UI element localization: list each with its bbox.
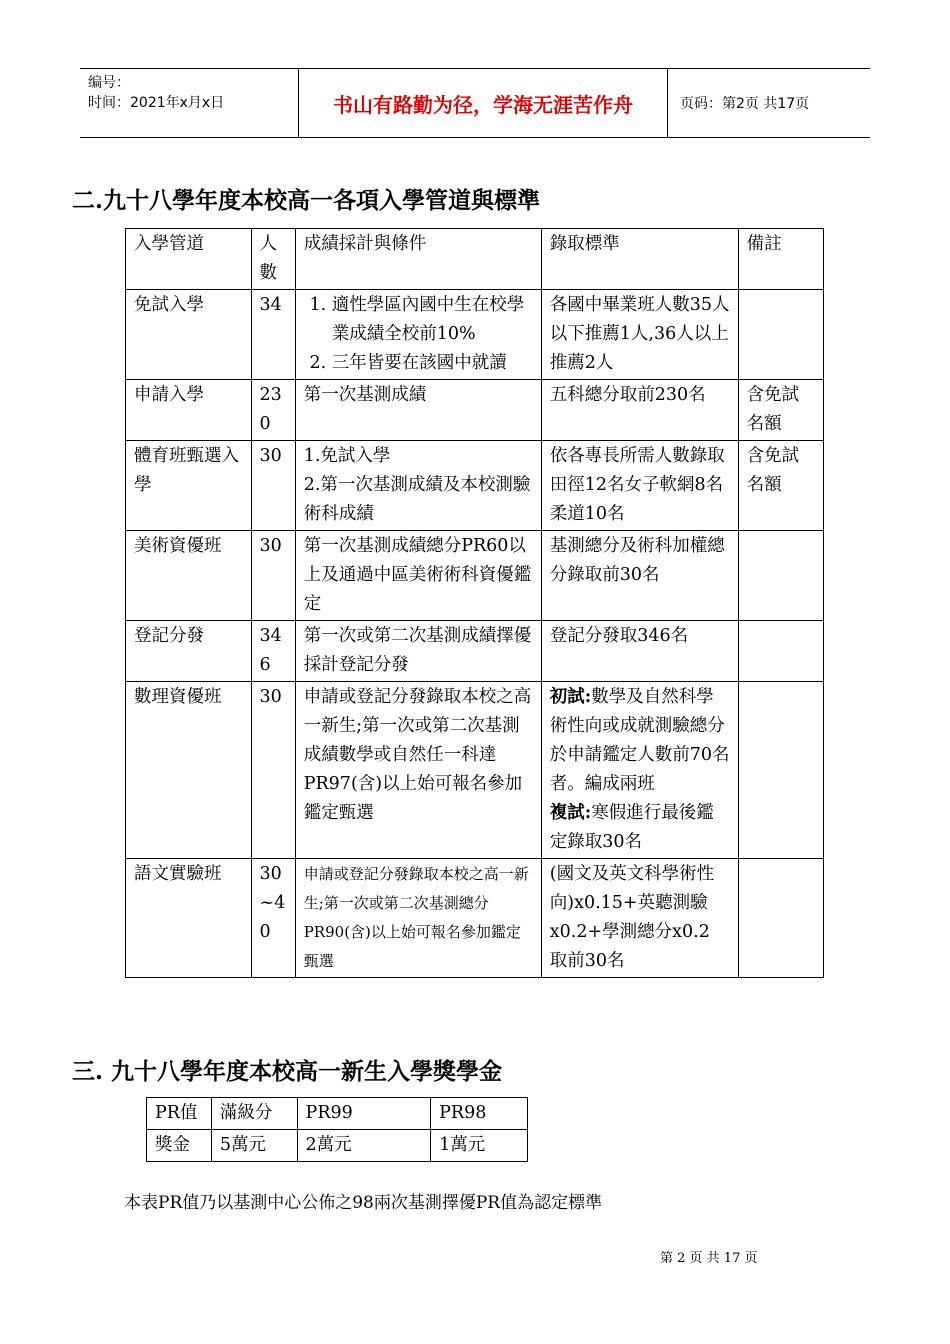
date-label: 时间：2021年x月x日: [88, 95, 225, 111]
note-cell: 含免試名額: [738, 441, 823, 531]
count-cell: 230: [251, 380, 295, 441]
standard-cell: [541, 682, 738, 859]
condition-cell: 申請或登記分發錄取本校之高一新生;第一次或第二次基測成績數學或自然任一科達PR97(含)以上始可報名參加鑑定甄選: [295, 682, 541, 859]
col-header: PR值: [147, 1098, 212, 1130]
standard-cell: 登記分發取346名: [541, 621, 738, 682]
count-cell: 346: [251, 621, 295, 682]
scholarship-header-row: [147, 1098, 528, 1130]
note-cell: [738, 859, 823, 978]
admission-table: [125, 228, 824, 978]
first-test-text: 數學及自然科學術性向或成就測驗總分於申請鑑定人數前70名者。編成兩班: [549, 687, 730, 794]
second-test-text: 寒假進行最後鑑定錄取30名: [549, 803, 714, 852]
header-meta: [80, 69, 299, 137]
col-header: 成績採計與條件: [295, 229, 541, 290]
condition-item: 2. 三年皆要在該國中就讀: [332, 349, 533, 378]
condition-line: 2.第一次基測成績及本校測驗術科成績: [303, 475, 531, 524]
note-cell: 含免試名額: [738, 380, 823, 441]
amount-cell: 5萬元: [211, 1130, 297, 1162]
count-cell: 30~40: [251, 859, 295, 978]
table-row: [126, 531, 824, 621]
table-row: [126, 682, 824, 859]
col-header: PR99: [297, 1098, 431, 1130]
second-test-label: 複試:: [549, 803, 592, 823]
condition-cell: [295, 290, 541, 380]
motto: 书山有路勤为径，学海无涯苦作舟: [299, 69, 668, 137]
channel-cell: 登記分發: [126, 621, 252, 682]
channel-cell: 美術資優班: [126, 531, 252, 621]
amount-cell: 1萬元: [431, 1130, 528, 1162]
table-row: [126, 380, 824, 441]
channel-cell: 申請入學: [126, 380, 252, 441]
channel-cell: 語文實驗班: [126, 859, 252, 978]
section2-heading: 二.九十八學年度本校高一各項入學管道與標準: [72, 187, 541, 214]
condition-cell: [295, 441, 541, 531]
standard-formula: (國文及英文科學術性向)x0.15+英聽測驗x0.2+學測總分x0.2: [549, 864, 715, 942]
number-label: 编号：: [88, 75, 130, 91]
page-label: 页码：第2页 共17页: [680, 96, 810, 112]
channel-cell: 體育班甄選入學: [126, 441, 252, 531]
col-header: 滿級分: [211, 1098, 297, 1130]
count-cell: 34: [251, 290, 295, 380]
condition-cell: 申請或登記分發錄取本校之高一新生;第一次或第二次基測總分PR90(含)以上始可報名參加鑑定甄選: [295, 859, 541, 978]
condition-cell: 第一次基測成績總分PR60以上及通過中區美術術科資優鑑定: [295, 531, 541, 621]
scholarship-note: 本表PR值乃以基測中心公佈之98兩次基測擇優PR值為認定標準: [124, 1193, 603, 1213]
standard-result: 取前30名: [549, 951, 625, 971]
amount-cell: 2萬元: [297, 1130, 431, 1162]
standard-cell: 各國中畢業班人數35人以下推薦1人,36人以上推薦2人: [541, 290, 738, 380]
scholarship-row: [147, 1130, 528, 1162]
col-header: PR98: [431, 1098, 528, 1130]
note-cell: [738, 531, 823, 621]
col-header: 錄取標準: [541, 229, 738, 290]
row-label: 獎金: [147, 1130, 212, 1162]
first-test-label: 初試:: [549, 687, 592, 707]
standard-cell: 基測總分及術科加權總分錄取前30名: [541, 531, 738, 621]
table-row: [126, 621, 824, 682]
table-row: [126, 290, 824, 380]
page-footer: 第 2 页 共 17 页: [660, 1251, 758, 1266]
table-header-row: [126, 229, 824, 290]
page-header: [80, 68, 870, 138]
col-header: 入學管道: [126, 229, 252, 290]
scholarship-table: [146, 1097, 528, 1162]
count-cell: 30: [251, 682, 295, 859]
note-cell: [738, 290, 823, 380]
channel-cell: 免試入學: [126, 290, 252, 380]
count-cell: 30: [251, 531, 295, 621]
table-row: [126, 859, 824, 978]
col-header: 備註: [738, 229, 823, 290]
standard-cell: 依各專長所需人數錄取田徑12名女子軟網8名柔道10名: [541, 441, 738, 531]
standard-cell: [541, 859, 738, 978]
standard-cell: 五科總分取前230名: [541, 380, 738, 441]
count-cell: 30: [251, 441, 295, 531]
col-header: 人數: [251, 229, 295, 290]
condition-line: 1.免試入學: [303, 446, 391, 466]
condition-cell: 第一次或第二次基測成績擇優採計登記分發: [295, 621, 541, 682]
standard-part: [550, 799, 730, 857]
table-row: [126, 441, 824, 531]
note-cell: [738, 682, 823, 859]
channel-cell: 數理資優班: [126, 682, 252, 859]
condition-item: 1. 適性學區內國中生在校學業成績全校前10%: [332, 291, 533, 349]
standard-part: [550, 683, 730, 799]
section3-heading: 三. 九十八學年度本校高一新生入學獎學金: [72, 1058, 503, 1085]
condition-cell: 第一次基測成績: [295, 380, 541, 441]
note-cell: [738, 621, 823, 682]
